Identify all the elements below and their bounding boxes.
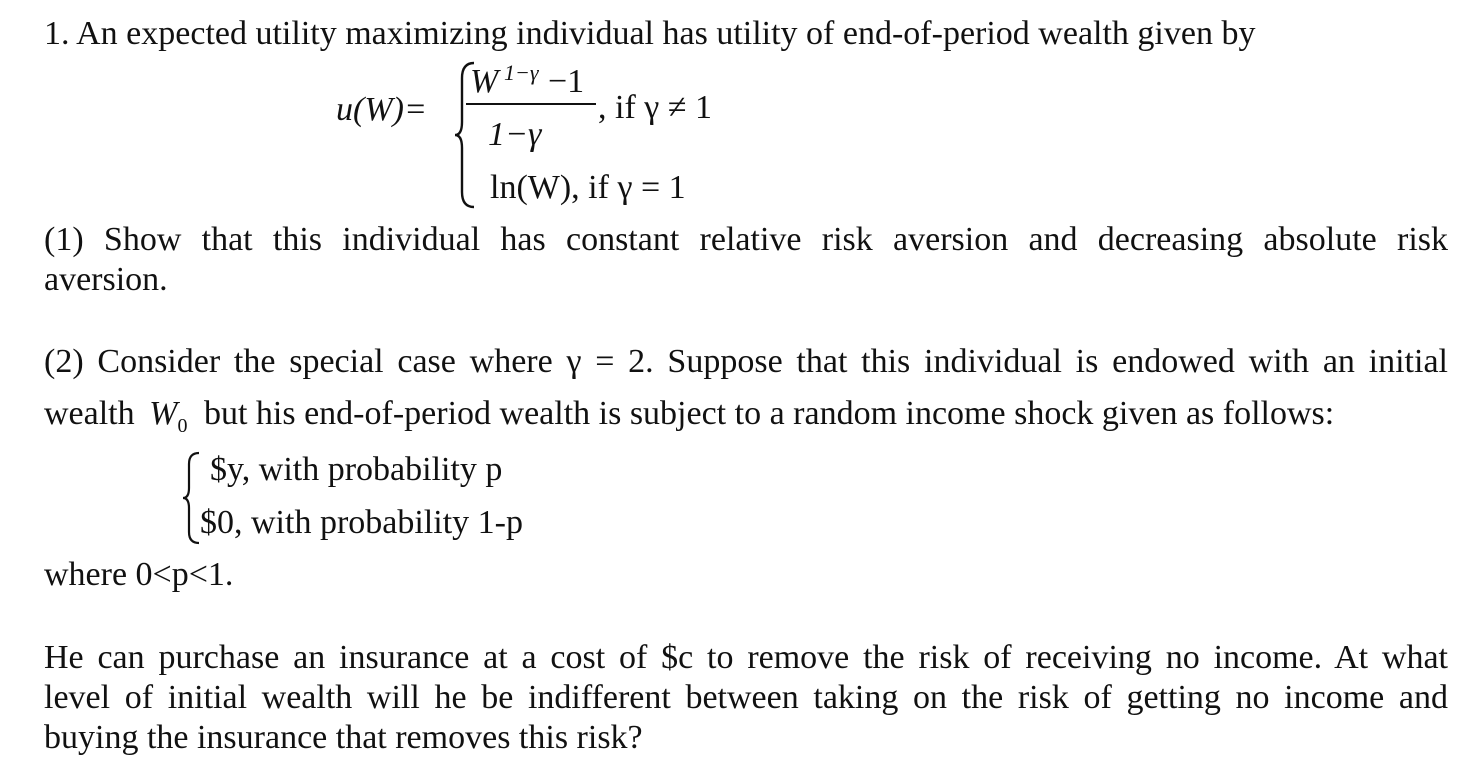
part2-line2	[44, 394, 1334, 446]
initial-wealth-subscript: 0	[177, 414, 188, 437]
numerator-tail: −1	[548, 63, 585, 100]
shock-case-zero: $0, with probability 1-p	[200, 504, 523, 541]
condition-gamma-not-1: , if γ ≠ 1	[598, 89, 712, 126]
part2-wealth-label: wealth	[44, 395, 135, 432]
case-log-utility: ln(W), if γ = 1	[490, 169, 686, 206]
formula-lhs: u(W)=	[336, 91, 427, 128]
part1-line2: aversion.	[44, 261, 168, 298]
numerator-W: W	[470, 63, 499, 100]
part3-line2: level of initial wealth will he be indifferent between taking on the risk of getting no income and	[44, 679, 1448, 716]
denominator: 1−γ	[488, 116, 542, 153]
part2-line2-rest: but his end-of-period wealth is subject to a random income shock given as follows:	[203, 395, 1335, 432]
part3-line3: buying the insurance that removes this risk?	[44, 719, 643, 756]
fraction-bar	[466, 103, 596, 105]
question-intro: 1. An expected utility maximizing individual has utility of end-of-period wealth given by	[44, 15, 1256, 52]
numerator-exponent: 1−γ	[504, 60, 539, 85]
part1-line1: (1) Show that this individual has constant relative risk aversion and decreasing absolute risk	[44, 221, 1448, 258]
shock-case-y: $y, with probability p	[210, 451, 503, 488]
part3-line1: He can purchase an insurance at a cost of $c to remove the risk of receiving no income. At what	[44, 639, 1448, 676]
probability-condition: where 0<p<1.	[44, 556, 234, 593]
part2-line1: (2) Consider the special case where γ = 2. Suppose that this individual is endowed with an initial	[44, 343, 1448, 380]
left-brace-icon	[180, 450, 202, 546]
initial-wealth-symbol: W	[149, 395, 178, 432]
